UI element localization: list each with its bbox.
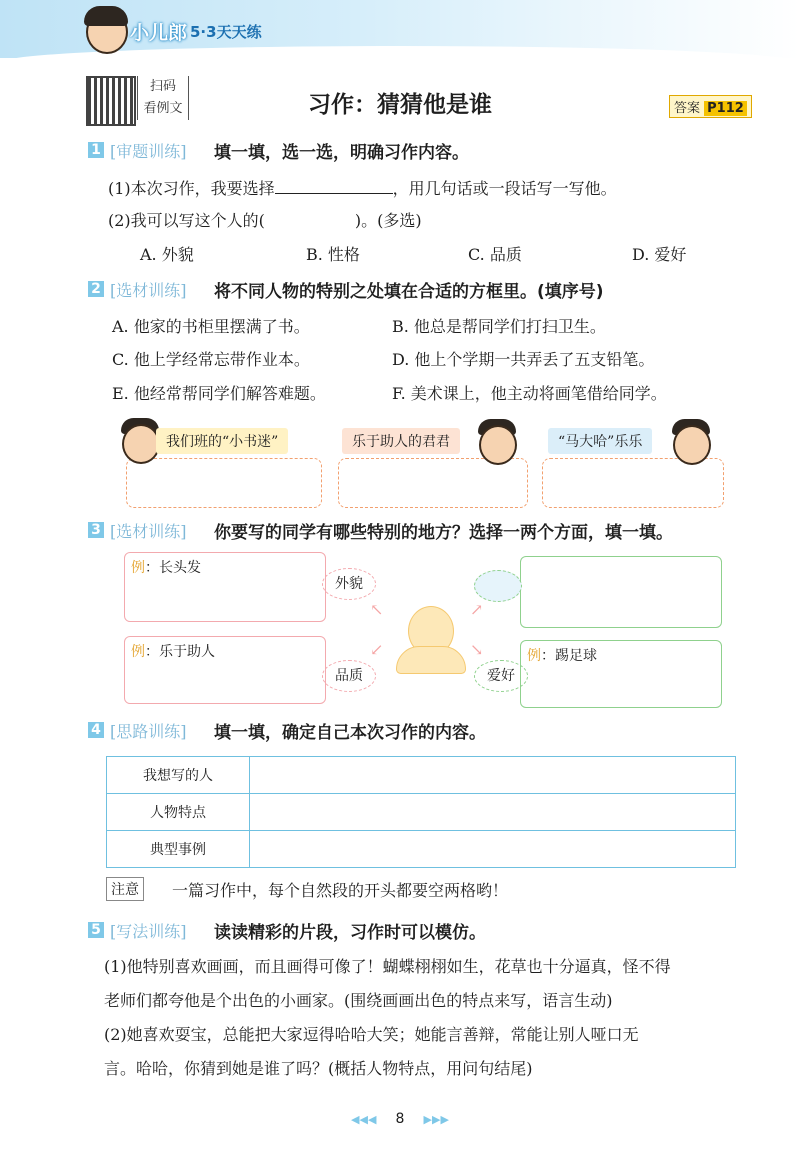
row-header-events: 典型事例: [107, 831, 250, 868]
series-name: 5·3天天练: [190, 23, 262, 41]
qr-label: 扫码 看例文: [137, 76, 189, 120]
section-1-number: 1: [88, 142, 104, 158]
section-3-tag: [选材训练]: [110, 522, 187, 541]
paragraph-2: (2)她喜欢耍宝，总能把大家逗得哈哈大笑；她能言善辩，常能让别人哑口无 言。哈哈，你猜到她是谁了吗？(概括人物特点，用问句结尾): [104, 1025, 639, 1078]
item-d: D. 他上个学期一共弄丢了五支铅笔。: [392, 350, 655, 369]
cell-events[interactable]: [250, 831, 736, 868]
bubble-hobby: 爱好: [474, 660, 528, 692]
quality-box[interactable]: 例：乐于助人: [124, 636, 326, 704]
section-2-instruction: 将不同人物的特别之处填在合适的方框里。(填序号): [214, 282, 604, 302]
q1-blank[interactable]: [275, 177, 393, 194]
table-row: [107, 794, 736, 831]
bubble-empty[interactable]: [474, 570, 522, 602]
page-title: 习作：猜猜他是谁: [308, 92, 492, 118]
table-row: [107, 757, 736, 794]
bubble-quality: 品质: [322, 660, 376, 692]
note-tag: 注意: [106, 877, 144, 901]
section-5-tag: [写法训练]: [110, 922, 187, 941]
section-4-instruction: 填一填，确定自己本次习作的内容。: [214, 723, 486, 743]
section-1-instruction: 填一填，选一选，明确习作内容。: [214, 143, 469, 163]
kid-2-icon: [479, 425, 517, 465]
label-bookworm: 我们班的“小书迷”: [156, 428, 288, 454]
answer-box-bookworm[interactable]: [126, 458, 322, 508]
section-2-number: 2: [88, 281, 104, 297]
brand-name: 小儿郎: [130, 22, 188, 44]
item-e: E. 他经常帮同学们解答难题。: [112, 384, 326, 403]
bubble-appearance: 外貌: [322, 568, 376, 600]
label-careless: “马大哈”乐乐: [548, 428, 652, 454]
note-text: 一篇习作中，每个自然段的开头都要空两格哟！: [172, 881, 509, 900]
section-3-instruction: 你要写的同学有哪些特别的地方？选择一两个方面，填一填。: [214, 523, 673, 543]
row-header-traits: 人物特点: [107, 794, 250, 831]
answer-box-helpful[interactable]: [338, 458, 528, 508]
person-body-icon: [396, 646, 466, 674]
section-1-tag: [审题训练]: [110, 142, 187, 161]
kid-3-icon: [673, 425, 711, 465]
option-a[interactable]: A. 外貌: [140, 245, 194, 264]
arrow-down-right-icon: ↘: [470, 640, 484, 659]
kid-1-icon: [122, 424, 160, 464]
cell-traits[interactable]: [250, 794, 736, 831]
answer-box-careless[interactable]: [542, 458, 724, 508]
answer-reference: 答案 P112: [669, 95, 752, 118]
arrow-up-right-icon: ↗: [470, 600, 484, 619]
item-b: B. 他总是帮同学们打扫卫生。: [392, 317, 606, 336]
left-arrows-icon: ◀◀◀: [351, 1113, 377, 1126]
page-number: 8: [395, 1111, 405, 1127]
section-5-instruction: 读读精彩的片段，习作时可以模仿。: [214, 923, 486, 943]
table-row: [107, 831, 736, 868]
item-f: F. 美术课上，他主动将画笔借给同学。: [392, 384, 667, 403]
right-arrows-icon: ▶▶▶: [423, 1113, 449, 1126]
item-c: C. 他上学经常忘带作业本。: [112, 350, 310, 369]
cell-person[interactable]: [250, 757, 736, 794]
plan-table: [106, 756, 736, 868]
section-2-tag: [选材训练]: [110, 281, 187, 300]
paragraph-1: (1)他特别喜欢画画，而且画得可像了！蝴蝶栩栩如生，花草也十分逼真，怪不得 老师们都夸他是个出色的小画家。(围绕画画出色的特点来写，语言生动): [104, 957, 671, 1010]
q2-line: (2)我可以写这个人的( )。(多选): [108, 211, 422, 230]
mascot-hair: [84, 6, 128, 26]
section-4-number: 4: [88, 722, 104, 738]
section-5-number: 5: [88, 922, 104, 938]
option-d[interactable]: D. 爱好: [632, 245, 687, 264]
hobby-extra-box[interactable]: [520, 556, 722, 628]
item-a: A. 他家的书柜里摆满了书。: [112, 317, 310, 336]
option-b[interactable]: B. 性格: [306, 245, 360, 264]
q1-line: (1)本次习作，我要选择 ，用几句话或一段话写一写他。: [108, 179, 617, 198]
label-helpful: 乐于助人的君君: [342, 428, 460, 454]
arrow-up-left-icon: ↖: [370, 600, 384, 619]
row-header-person: 我想写的人: [107, 757, 250, 794]
page-footer: [0, 1108, 800, 1127]
arrow-down-left-icon: ↙: [370, 640, 384, 659]
appearance-box[interactable]: 例：长头发: [124, 552, 326, 622]
section-4-tag: [思路训练]: [110, 722, 187, 741]
option-c[interactable]: C. 品质: [468, 245, 522, 264]
section-3-number: 3: [88, 522, 104, 538]
hobby-box[interactable]: 例：踢足球: [520, 640, 722, 708]
